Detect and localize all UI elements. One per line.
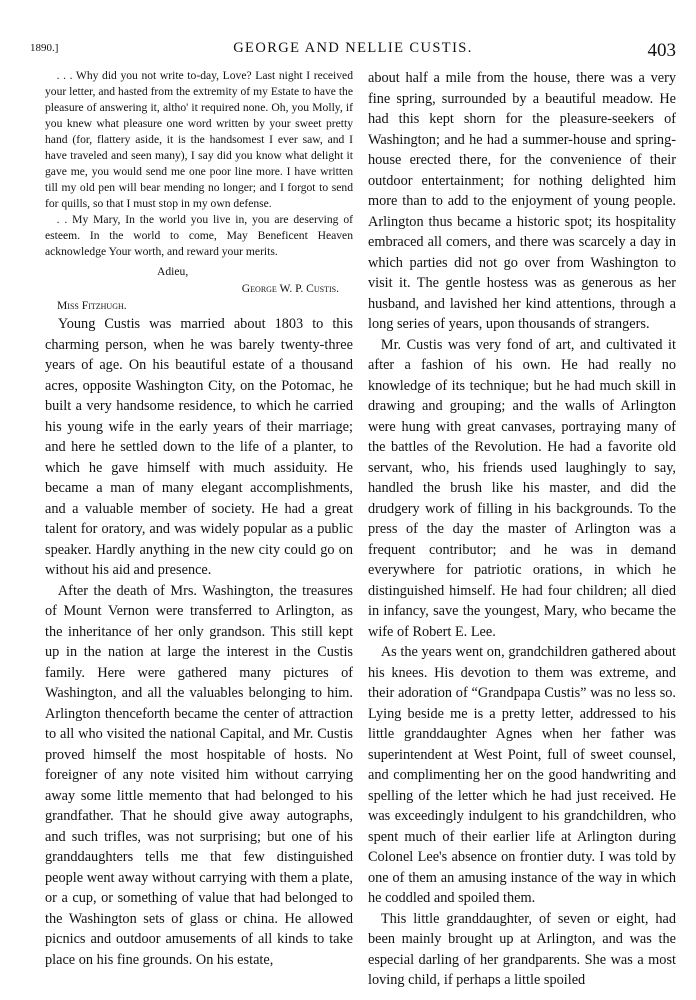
letter-signature: George W. P. Custis. bbox=[241, 282, 339, 295]
header-year: 1890.] bbox=[30, 42, 59, 54]
letter-recipient: Miss Fitzhugh. bbox=[57, 299, 127, 312]
letter-paragraph-1: . . . Why did you not write to-day, Love? Last night I received your letter, and hasted from the extremity of my Estate to have the pleasure of answering it, altho' it required none. Oh, you Molly, if you knew what pleasure one word written by your sweet pretty hand (for, flattery aside, it is the handsomest I ever saw, and I have traveled and seen many), I say did you know what delight it gave me, you would send me one poor line more. I have written till my old pen will bear mending no longer; and I forgot to send for quills, so that I must stop in my own defense. bbox=[45, 69, 353, 210]
header-title: GEORGE AND NELLIE CUSTIS. bbox=[233, 40, 473, 56]
body-paragraph: This little granddaughter, of seven or eight, had been mainly brought up at Arlington, and was the especial darling of her grandparents. She was a most loving child, if perhaps a little spoiled bbox=[368, 910, 676, 988]
left-column bbox=[45, 68, 353, 970]
page-number: 403 bbox=[647, 40, 676, 61]
body-paragraph: about half a mile from the house, there was a very fine spring, surrounded by a beautiful meadow. He had this kept shorn for the pleasure-seekers of Washington; and he had a summer-house and spring-house erected there, for the convenience of their outdoor entertainment; for nothing delighted him more than to add to the enjoyment of young people. Arlington thus became a historic spot; its hospitality embraced all comers, and there was scarcely a day in which parties did not go over from Washington to visit it. The gentle hostess was as generous as her husband, and lavished her kind attentions, through a long series of years, upon thousands of strangers. bbox=[368, 70, 676, 332]
running-header bbox=[30, 40, 676, 68]
letter-paragraph-2: . . My Mary, In the world you live in, you are deserving of esteem. In the world to come, May Beneficent Heaven acknowledge Your worth, and reward your merits. bbox=[45, 213, 353, 258]
body-paragraph: Young Custis was married about 1803 to this charming person, when he was barely twenty-three years of age. On his beautiful estate of a thousand acres, opposite Washington City, on the Potomac, he built a very handsome residence, to which he carried his young wife in the early years of their marriage; and here he settled down to the life of a planter, to which he gave himself with much assiduity. He became a man of many elegant accomplishments, and a valuable member of society. He had a great talent for oratory, and was widely popular as a public speaker. Hardly anything in the new city could go on without his aid and presence. bbox=[45, 316, 353, 578]
body-paragraph: After the death of Mrs. Washington, the treasures of Mount Vernon were transferred to Arlington, as the inheritance of her only grandson. This still kept up in the nation at large the interest in the Custis family. Here were gathered many pictures of Washington, and all the valuables belonging to him. Arlington thenceforth became the center of attraction to all who visited the national Capital, and Mr. Custis proved himself the most hospitable of hosts. No foreigner of any note visited him without carrying away some little memento that had belonged to his grandfather. That he should give away autographs, and such trifles, was not surprising; but one of his granddaughters tells me that few distinguished people went away without carrying with them a plate, or a cup, or something of value that had belonged to the Washington sets of glass or china. He allowed picnics and outdoor amusements of all kinds to take place on his fine grounds. On his estate, bbox=[45, 582, 353, 968]
body-paragraph: Mr. Custis was very fond of art, and cultivated it after a fashion of his own. He had really no knowledge of its technique; but he had much skill in drawing and grouping; and the walls of Arlington were hung with great canvases, portraying many of the battles of the Revolution. He had a favorite old servant, who, his friends used laughingly to say, handled the brush like his master, and did the drudgery work of filling in his backgrounds. To the press of the day the master of Arlington was a frequent contributor; and he was in demand everywhere for patriotic orations, in which he distinguished himself. He had four children; all died in infancy, save the youngest, Mary, who became the wife of Robert E. Lee. bbox=[368, 336, 676, 640]
body-paragraph: As the years went on, grandchildren gathered about his knees. His devotion to them was extreme, and their adoration of “Grandpapa Custis” was no less so. Lying beside me is a pretty letter, addressed to his little granddaughter Agnes when her father was superintendent at West Point, full of sweet counsel, and complimenting her on the good handwriting and spelling of the letter which he had just received. He was exceedingly indulgent to his grandchildren, who spent much of their earlier life at Arlington during Colonel Lee's absence on frontier duty. I was told by one of them an amusing instance of the way in which he coddled and spoiled them. bbox=[368, 644, 676, 906]
letter-closing: Adieu, bbox=[157, 265, 189, 278]
right-column bbox=[368, 68, 676, 991]
